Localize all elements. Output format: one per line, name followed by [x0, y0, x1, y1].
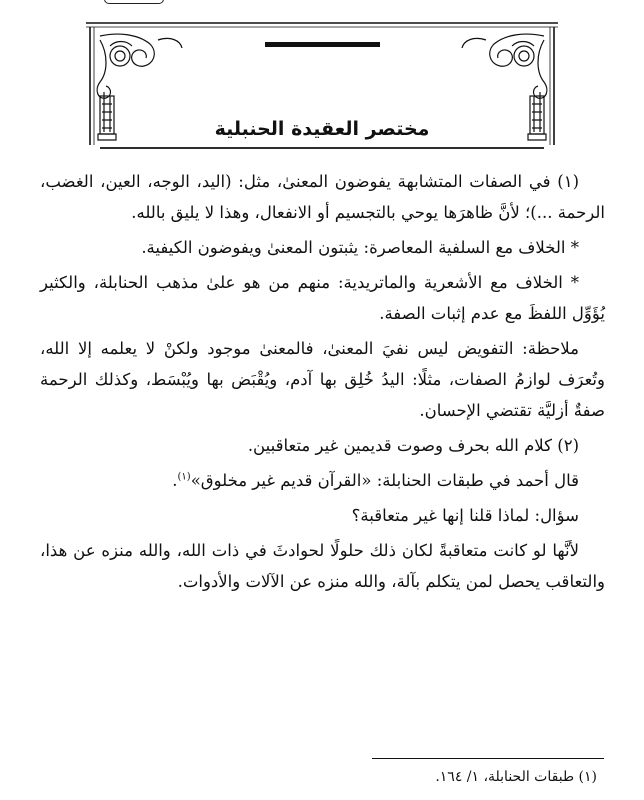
body-text [40, 166, 605, 601]
paragraph: * الخلاف مع السلفية المعاصرة: يثبتون المعنىٰ ويفوضون الكيفية. [141, 238, 579, 257]
quote-text: قال أحمد في طبقات الحنابلة: «القرآن قديم غير مخلوق» [190, 471, 579, 490]
paragraph: (١) في الصفات المتشابهة يفوضون المعنىٰ، مثل: (اليد، الوجه، العين، الغضب، الرحمة ...)؛ لأنَّ ظاهرَها يوحي بالتجسيم أو الانفعال، وهذا لا يليق بالله. [40, 172, 605, 222]
running-title: مختصر العقيدة الحنبلية [214, 118, 430, 140]
header-center-bar [265, 42, 380, 47]
paragraph: لأنَّها لو كانت متعاقبةً لكان ذلك حلولًا لحوادثَ في ذات الله، والله منزه عن هذا، والتعاقب يحصل لمن يتكلم بآلة، والله منزه عن الآلات والأدوات. [40, 541, 605, 591]
footnote-marker: (١) [177, 471, 191, 483]
paragraph-with-footnote: قال أحمد في طبقات الحنابلة: «القرآن قديم غير مخلوق»$^{(١)}$. [172, 471, 579, 490]
footnote-separator [372, 758, 604, 759]
paragraph: (٢) كلام الله بحرف وصوت قديمين غير متعاقبين. [247, 436, 579, 455]
paragraph: ملاحظة: التفويض ليس نفيَ المعنىٰ، فالمعنىٰ موجود ولكنْ لا يعلمه إلا الله، وتُعرَف لوازمُ الصفات، مثلًا: اليدُ خُلِق بها آدم، ويُقْبَض بها ويُبْسَط، وكذلك الرحمة صفةٌ أزليَّة تقتضي الإحسان. [40, 339, 605, 420]
footnote: (١) طبقات الحنابلة، ١/ ١٦٤. [435, 769, 597, 785]
paragraph: * الخلاف مع الأشعرية والماتريدية: منهم من هو علىٰ مذهب الحنابلة، والكثير يُؤَوِّل اللفظَ مع عدم إثبات الصفة. [40, 273, 605, 323]
paragraph: سؤال: لماذا قلنا إنها غير متعاقبة؟ [351, 506, 579, 525]
